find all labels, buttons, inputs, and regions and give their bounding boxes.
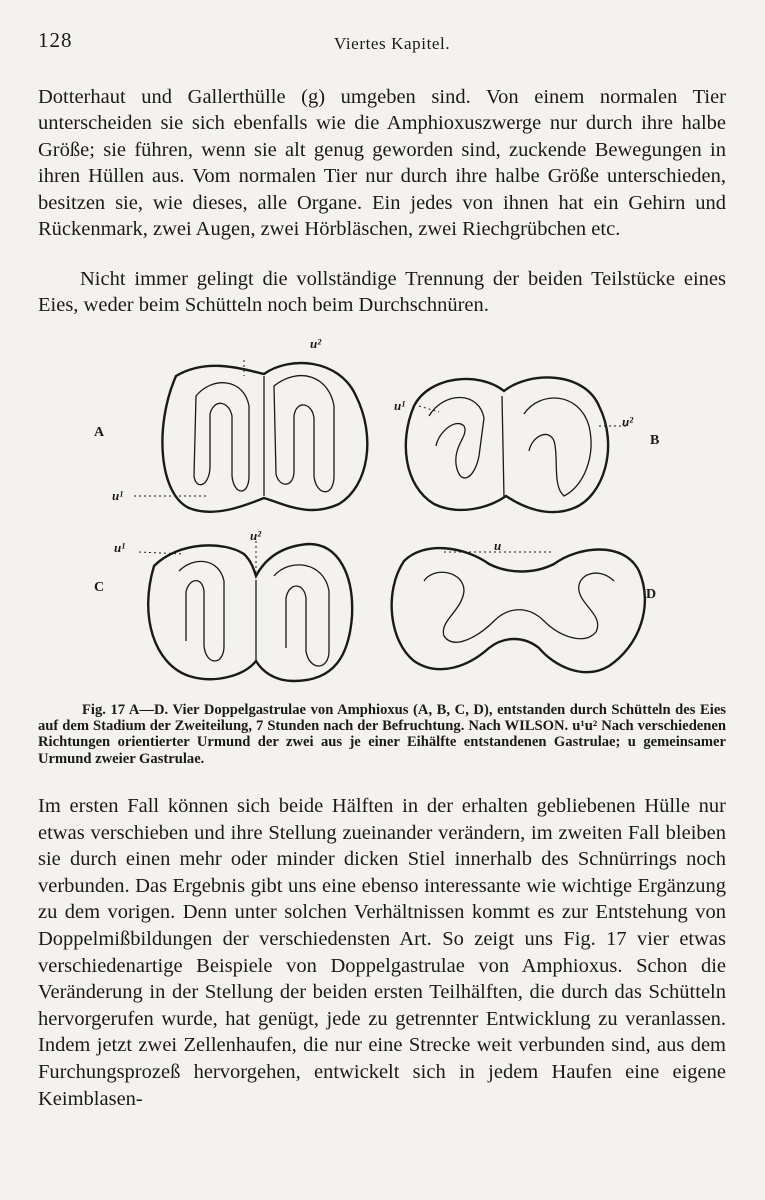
figure-mark-a-u2: u²	[310, 336, 322, 351]
figure-17	[84, 336, 684, 696]
figure-mark-c-u2: u²	[250, 528, 262, 543]
figure-label-d: D	[646, 587, 657, 602]
figure-17-drawing	[84, 336, 684, 696]
figure-label-a: A	[94, 425, 105, 440]
figure-mark-c-u1: u¹	[114, 540, 126, 555]
body-paragraph-1: Dotterhaut und Gallerthülle (g) umgeben sind. Von einem normalen Tier unterscheiden sie sich ebenfalls wie die Amphioxuszwerge nur durch ihre halbe Größe; sie führen, wenn sie alt genug geworden sind, zuckende Bewegungen in ihren Hüllen aus. Vom normalen Tier nur durch ihre halbe Größe unterschieden, besitzen sie, wie dieses, alle Organe. Ein jedes von ihnen hat ein Gehirn und Rückenmark, zwei Augen, zwei Hörbläschen, zwei Riechgrübchen etc.	[38, 86, 726, 241]
figure-label-b: B	[650, 433, 660, 448]
figure-caption-text: Fig. 17 A—D. Vier Doppelgastrulae von Amphioxus (A, B, C, D), entstanden durch Schütteln des Eies auf dem Stadium der Zweiteilung, 7 Stunden nach der Befruchtung. Nach WILSON. u¹u² Nach verschiedenen Richtungen orientierter Urmund der zwei aus je einer Eihälfte entstandenen Gastrulae; u gemeinsamer Urmund zweier Gastrulae.	[38, 702, 726, 767]
panel-d-drawing	[392, 548, 645, 672]
panel-c-drawing	[148, 544, 352, 681]
figure-label-c: C	[94, 580, 105, 595]
panel-a-drawing	[162, 363, 367, 512]
page-number: 128	[38, 28, 73, 52]
body-paragraph-3: Im ersten Fall können sich beide Hälften in der erhalten gebliebenen Hülle nur etwas verschieben und ihre Stellung zueinander verändern, im zweiten Fall bleiben sie durch einen mehr oder minder dicken Stiel innerhalb des Schnürrings noch verbunden. Das Ergebnis gibt uns eine ebenso interessante wie wichtige Ergänzung zu dem vorigen. Denn unter solchen Verhältnissen kommt es zur Entstehung von Doppelmißbildungen der verschiedensten Art. So zeigt uns Fig. 17 vier etwas verschiedenartige Beispiele von Doppelgastrulae von Amphioxus. Schon die Veränderung in der Stellung der beiden ersten Teilhälften, die durch das Schütteln hervorgerufen wurde, hat genügt, jede zu getrennter Entwicklung zu veranlassen. Indem jetzt zwei Zellenhaufen, die nur eine Strecke weit verbunden sind, aus dem Furchungsprozeß hervorgehen, entwickelt sich in jedem Haufen eine eigene Keimblasen-	[38, 795, 726, 1110]
figure-mark-b-u1: u¹	[394, 398, 406, 413]
panel-b-drawing	[406, 377, 608, 512]
body-paragraph-2: Nicht immer gelingt die vollständige Trennung der beiden Teilstücke eines Eies, weder beim Schütteln noch beim Durchschnüren.	[38, 268, 726, 317]
figure-mark-b-u2: u²	[622, 414, 634, 429]
figure-caption	[38, 702, 726, 767]
running-head: Viertes Kapitel.	[334, 34, 451, 53]
figure-mark-a-u1: u¹	[112, 488, 124, 503]
figure-mark-d-u: u	[494, 538, 502, 553]
